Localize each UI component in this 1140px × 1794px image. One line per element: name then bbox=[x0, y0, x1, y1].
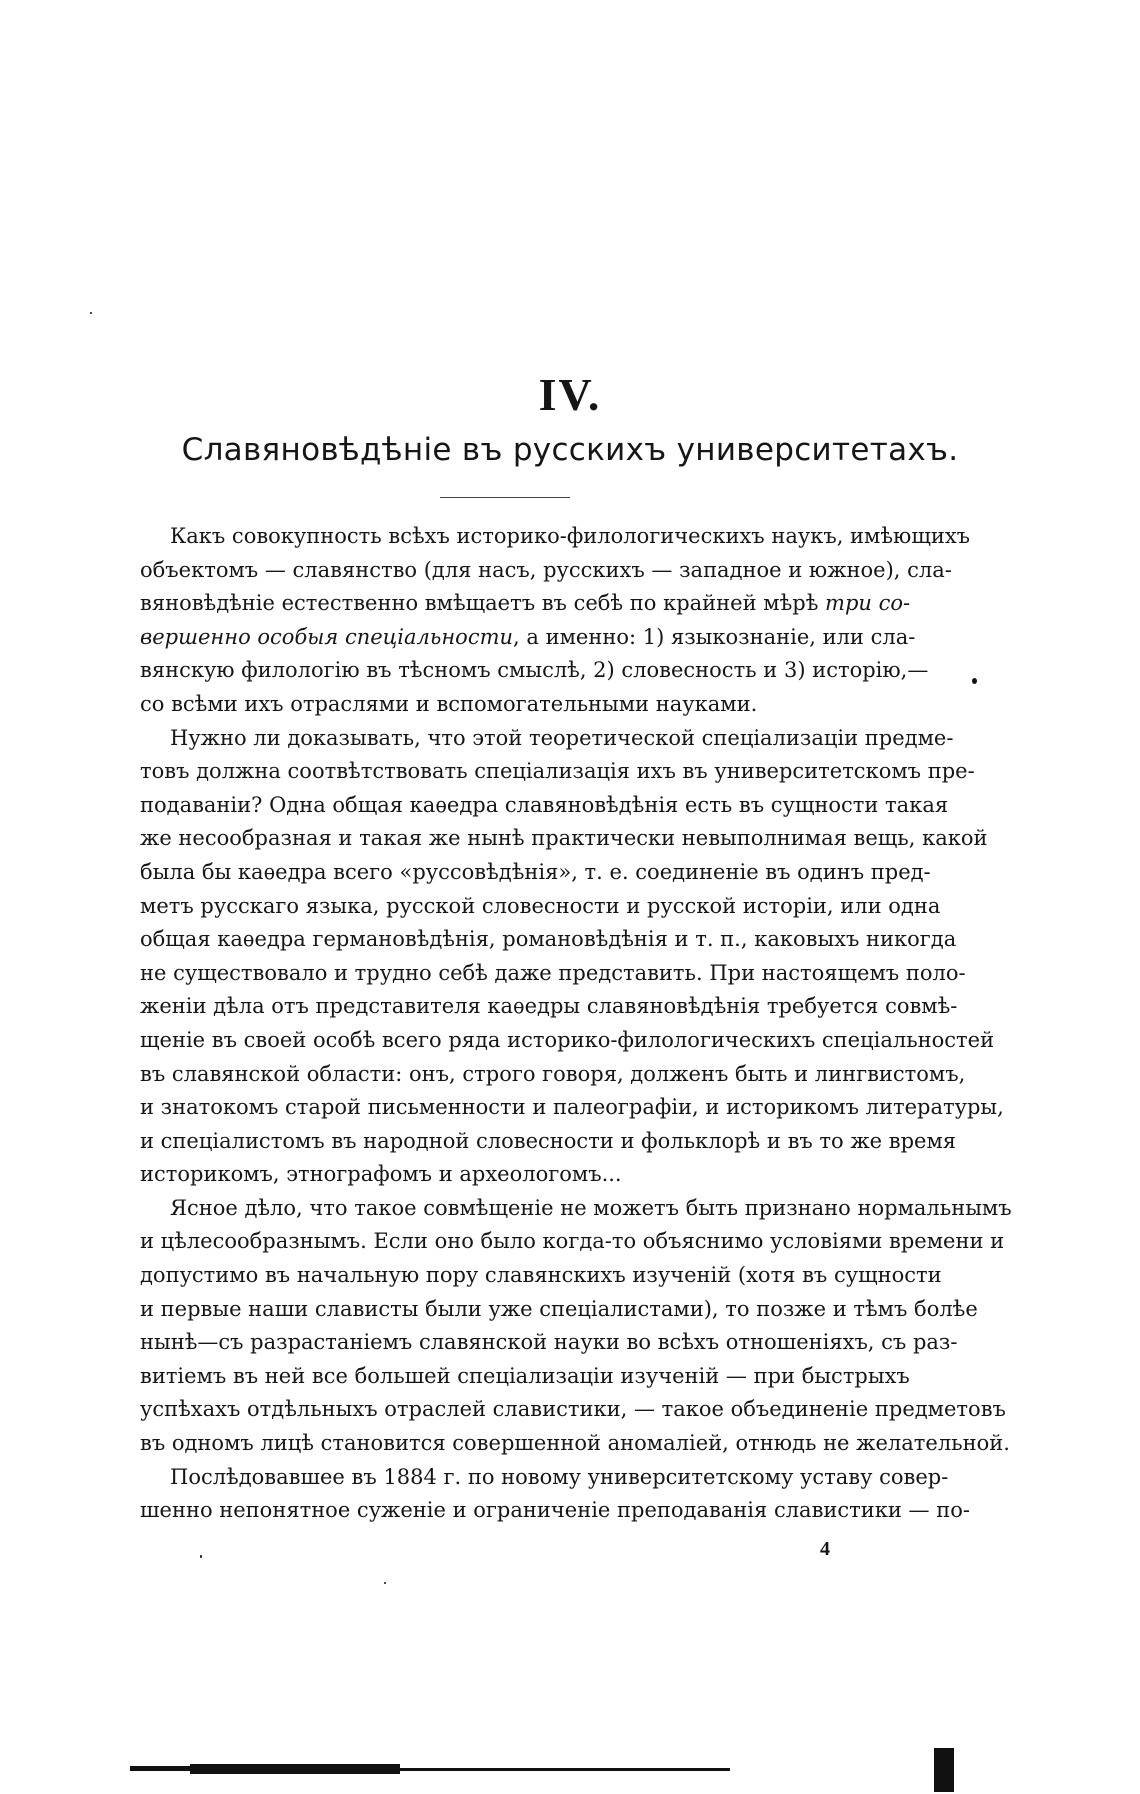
line-text: вянскую филологію въ тѣсномъ смыслѣ, 2) словесность и 3) исторію,— bbox=[140, 658, 929, 683]
line-text: метъ русскаго языка, русской словесности и русской исторіи, или одна bbox=[140, 893, 941, 918]
line-text: допустимо въ начальную пору славянскихъ изученій (хотя въ сущности bbox=[140, 1263, 942, 1288]
line-text: историкомъ, этнографомъ и археологомъ... bbox=[140, 1162, 622, 1187]
scan-speck bbox=[384, 1582, 386, 1584]
text-line bbox=[140, 856, 931, 890]
line-text: Послѣдовавшее въ 1884 г. по новому университетскому уставу совер- bbox=[170, 1464, 949, 1489]
text-line bbox=[140, 1225, 1005, 1259]
text-line bbox=[140, 957, 966, 991]
bottom-edge-bar bbox=[130, 1766, 190, 1771]
scan-speck bbox=[972, 678, 977, 684]
chapter-number: IV. bbox=[538, 369, 602, 420]
text-line bbox=[140, 1125, 957, 1159]
line-text: вяновѣдѣніе естественно вмѣщаетъ въ себѣ по крайней мѣрѣ bbox=[140, 591, 826, 616]
bottom-edge-bar bbox=[400, 1768, 730, 1771]
emphasized-text: вершенно особыя спеціальности bbox=[140, 624, 514, 649]
text-line bbox=[140, 1461, 949, 1495]
line-text: товъ должна соотвѣтствовать спеціализація ихъ въ университетскомъ пре- bbox=[140, 759, 975, 784]
line-text: Какъ совокупность всѣхъ историко-филологическихъ наукъ, имѣющихъ bbox=[170, 524, 971, 548]
line-text: не существовало и трудно себѣ даже представить. При настоящемъ поло- bbox=[140, 960, 966, 985]
text-line bbox=[140, 621, 916, 655]
line-text: , а именно: 1) языкознаніе, или сла- bbox=[513, 624, 916, 649]
text-line bbox=[140, 1259, 942, 1293]
text-line bbox=[140, 688, 906, 722]
text-line bbox=[140, 722, 954, 756]
bottom-edge-bar bbox=[190, 1764, 400, 1774]
text-line bbox=[140, 587, 911, 621]
text-line bbox=[140, 1360, 910, 1394]
line-text: объектомъ — славянство (для насъ, русскихъ — западное и южное), сла- bbox=[140, 557, 952, 582]
text-line bbox=[140, 654, 929, 688]
line-text: была бы каѳедра всего «руссовѣдѣнія», т. е. соединеніе въ одинъ пред- bbox=[140, 859, 931, 884]
text-line bbox=[140, 1158, 906, 1192]
text-line bbox=[140, 1091, 1004, 1125]
text-line bbox=[140, 1293, 978, 1327]
line-text: успѣхахъ отдѣльныхъ отраслей славистики, — такое объединеніе предметовъ bbox=[140, 1397, 1006, 1422]
chapter-title: Славяновѣдѣніе въ русскихъ университетахъ. bbox=[181, 432, 959, 468]
line-text: и спеціалистомъ въ народной словесности и фольклорѣ и въ то же время bbox=[140, 1128, 957, 1153]
line-text: нынѣ—съ разрастаніемъ славянской науки во всѣхъ отношеніяхъ, съ раз- bbox=[140, 1330, 958, 1355]
text-line bbox=[140, 990, 958, 1024]
text-line bbox=[140, 1192, 1012, 1226]
text-line bbox=[140, 1427, 1010, 1461]
bottom-edge-bar bbox=[934, 1748, 954, 1792]
text-line bbox=[140, 520, 971, 554]
text-line bbox=[140, 789, 949, 823]
line-text: въ одномъ лицѣ становится совершенной аномаліей, отнюдь не желательной. bbox=[140, 1431, 1010, 1456]
body-text bbox=[140, 520, 1012, 1528]
line-text: витіемъ въ ней все большей спеціализаціи изученій — при быстрыхъ bbox=[140, 1363, 910, 1388]
text-line bbox=[140, 822, 988, 856]
text-line bbox=[140, 1393, 1006, 1427]
scan-speck bbox=[200, 1555, 202, 1558]
line-text: шенно непонятное суженіе и ограниченіе преподаванія славистики — по- bbox=[140, 1498, 970, 1523]
line-text: же несообразная и такая же нынѣ практически невыполнимая вещь, какой bbox=[140, 826, 988, 851]
text-line bbox=[140, 1494, 970, 1528]
line-text: и знатокомъ старой письменности и палеографіи, и историкомъ литературы, bbox=[140, 1095, 1004, 1120]
line-text: подаваніи? Одна общая каѳедра славяновѣдѣнія есть въ сущности такая bbox=[140, 792, 949, 817]
emphasized-text: три со- bbox=[825, 591, 911, 616]
folio-signature: 4 bbox=[820, 1538, 830, 1560]
line-text: Нужно ли доказывать, что этой теоретической спеціализаціи предме- bbox=[170, 725, 954, 750]
text-line bbox=[140, 755, 975, 789]
scan-speck bbox=[90, 312, 92, 314]
text-line bbox=[140, 923, 957, 957]
line-text: женіи дѣла отъ представителя каѳедры славяновѣдѣнія требуется совмѣ- bbox=[140, 994, 958, 1019]
text-line bbox=[140, 554, 952, 588]
line-text: со всѣми ихъ отраслями и вспомогательными науками. bbox=[140, 691, 758, 716]
text-line bbox=[140, 1024, 995, 1058]
text-line bbox=[140, 1326, 958, 1360]
line-text: и цѣлесообразнымъ. Если оно было когда-то объяснимо условіями времени и bbox=[140, 1229, 1005, 1254]
line-text: и первые наши слависты были уже спеціалистами), то позже и тѣмъ болѣе bbox=[140, 1296, 978, 1321]
line-text: въ славянской области: онъ, строго говоря, долженъ быть и лингвистомъ, bbox=[140, 1061, 966, 1086]
text-line bbox=[140, 1058, 966, 1092]
line-text: щеніе въ своей особѣ всего ряда историко-филологическихъ спеціальностей bbox=[140, 1027, 995, 1052]
line-text: Ясное дѣло, что такое совмѣщеніе не можетъ быть признано нормальнымъ bbox=[170, 1195, 1012, 1220]
line-text: общая каѳедра германовѣдѣнія, романовѣдѣнія и т. п., каковыхъ никогда bbox=[140, 927, 957, 952]
title-rule bbox=[440, 497, 570, 498]
text-line bbox=[140, 890, 941, 924]
